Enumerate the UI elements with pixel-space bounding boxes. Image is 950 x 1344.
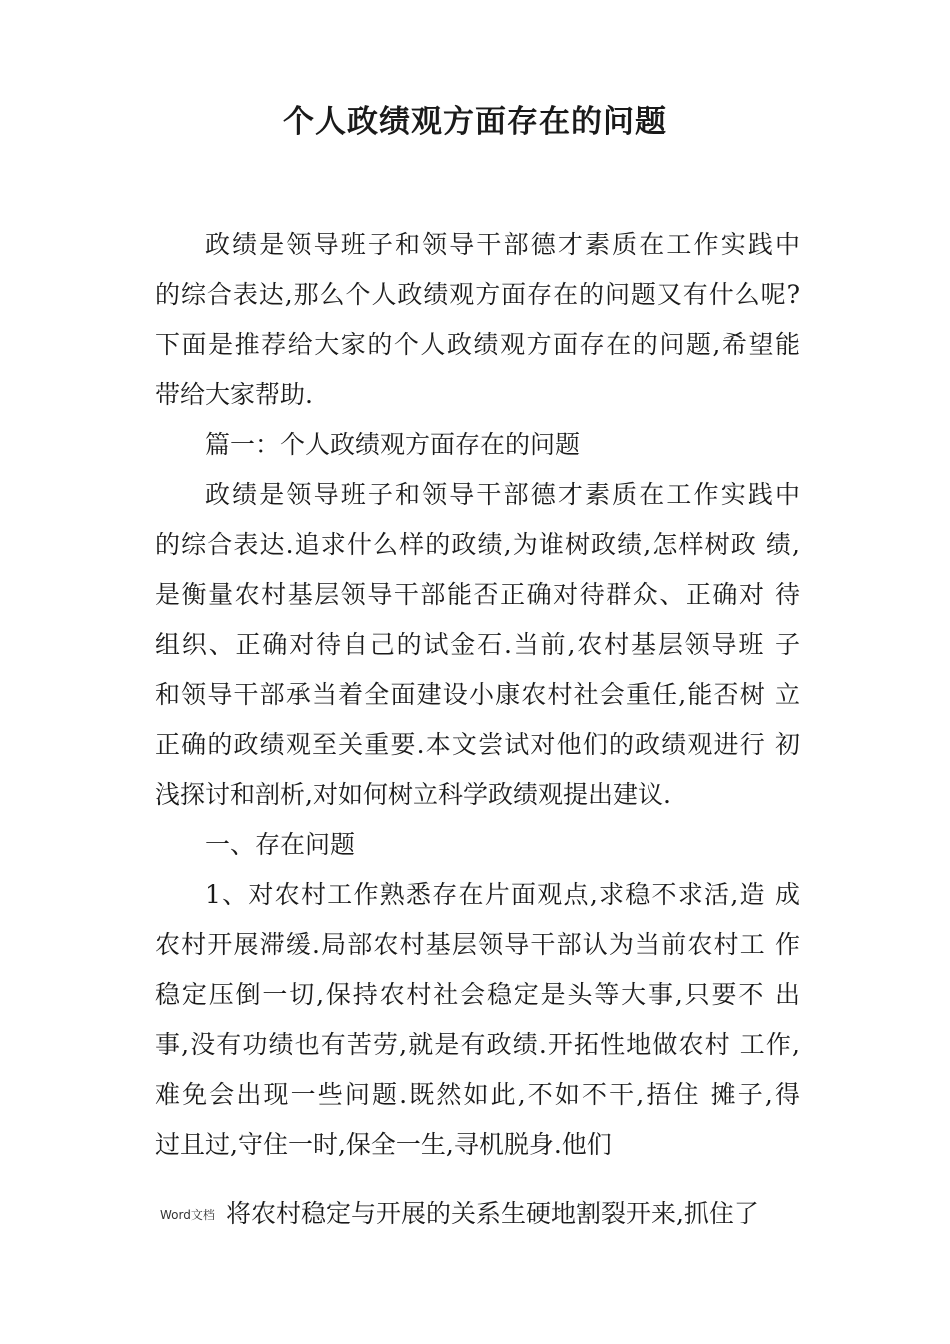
body-line: 正确的政绩观至关重要.本文尝试对他们的政绩观进行 初 xyxy=(155,730,800,759)
footer-text: 将农村稳定与开展的关系生硬地割裂开来,抓住了 xyxy=(225,1199,759,1228)
body-line: 难免会出现一些问题.既然如此,不如不干,捂住 摊子,得 xyxy=(155,1080,800,1109)
body-line: 带给大家帮助. xyxy=(155,380,313,409)
body-line: 组织、正确对待自己的试金石.当前,农村基层领导班 子 xyxy=(155,630,800,659)
body-line: 农村开展滞缓.局部农村基层领导干部认为当前农村工 作 xyxy=(155,930,800,959)
body-line: 1、对农村工作熟悉存在片面观点,求稳不求活,造 成 xyxy=(205,880,800,909)
body-line: 稳定压倒一切,保持农村社会稳定是头等大事,只要不 出 xyxy=(155,980,800,1009)
body-line: 篇一：个人政绩观方面存在的问题 xyxy=(205,430,581,459)
body-line: 浅探讨和剖析,对如何树立科学政绩观提出建议. xyxy=(155,780,671,809)
page-title: 个人政绩观方面存在的问题 xyxy=(283,104,667,140)
body-line: 的综合表达,那么个人政绩观方面存在的问题又有什么呢? xyxy=(155,280,800,309)
body-line: 的综合表达.追求什么样的政绩,为谁树政绩,怎样树政 绩, xyxy=(155,530,800,559)
body-line: 一、存在问题 xyxy=(205,830,356,859)
body-line: 下面是推荐给大家的个人政绩观方面存在的问题,希望能 xyxy=(155,330,800,359)
body-line: 和领导干部承当着全面建设小康农村社会重任,能否树 立 xyxy=(155,680,800,709)
body-line: 过且过,守住一时,保全一生,寻机脱身.他们 xyxy=(155,1130,612,1159)
body-line: 政绩是领导班子和领导干部德才素质在工作实践中 xyxy=(205,230,800,259)
footer-label: Word文档 xyxy=(160,1207,215,1222)
body-line: 政绩是领导班子和领导干部德才素质在工作实践中 xyxy=(205,480,800,509)
page-footer xyxy=(160,1192,800,1236)
body-line: 是衡量农村基层领导干部能否正确对待群众、正确对 待 xyxy=(155,580,800,609)
body-line: 事,没有功绩也有苦劳,就是有政绩.开拓性地做农村 工作, xyxy=(155,1030,800,1059)
document-body xyxy=(155,220,800,1170)
